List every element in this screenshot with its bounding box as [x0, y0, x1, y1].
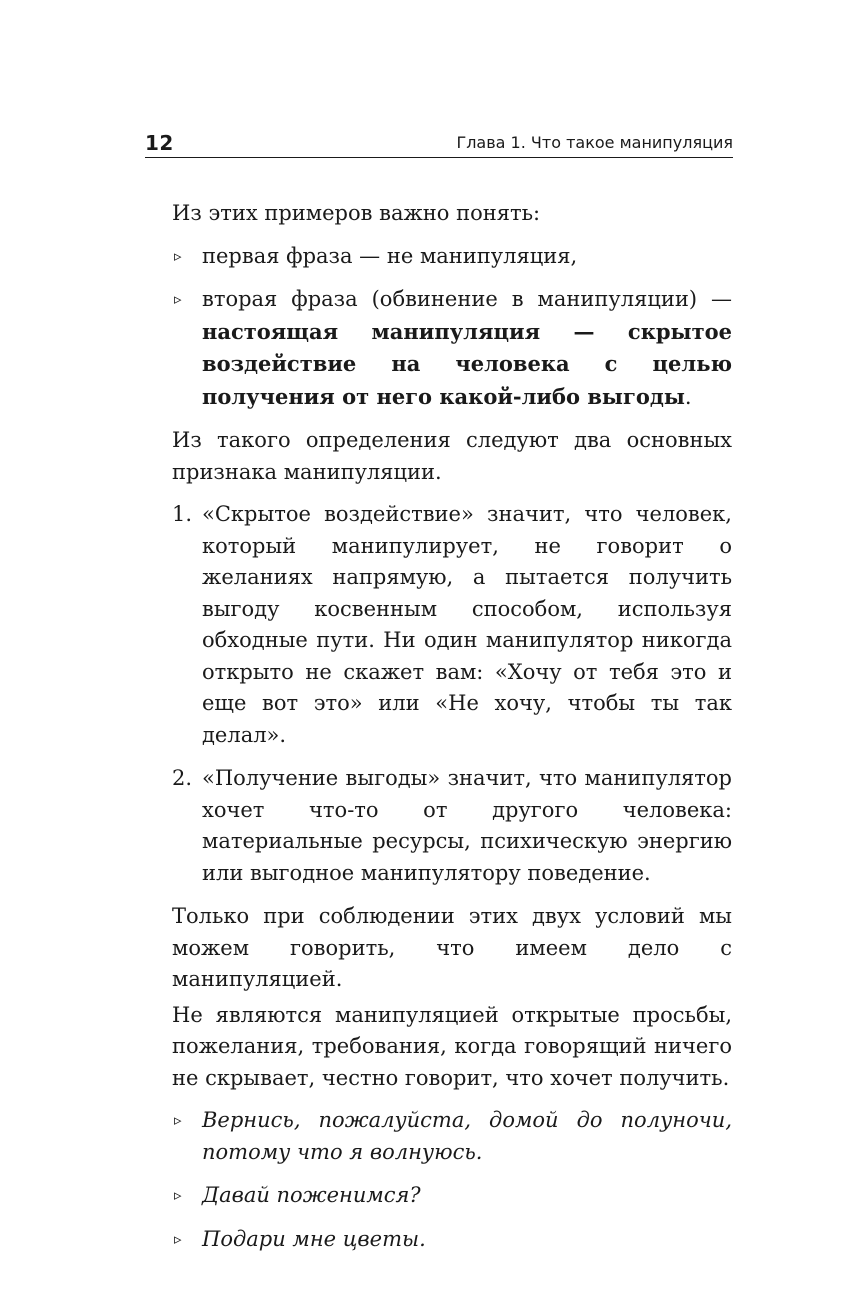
intro-paragraph: Из этих примеров важно понять: [172, 201, 541, 225]
bullet-text [202, 284, 732, 413]
example-item [174, 1105, 732, 1168]
chapter-title: Глава 1. Что такое манипуляция [456, 133, 733, 152]
example-text: Вернись, пожалуйста, домой до полуночи, потому что я волнуюсь. [202, 1108, 732, 1164]
example-text: Подари мне цветы. [202, 1226, 426, 1251]
item-number: 2. [172, 766, 193, 790]
numbered-item [172, 499, 732, 751]
triangle-bullet-icon: ▹ [174, 246, 182, 265]
bullet-text: первая фраза — не манипуляция, [202, 243, 578, 268]
conditions-paragraph: Только при соблюдении этих двух условий мы можем говорить, что имеем дело с манипуляцией. [172, 904, 732, 991]
triangle-bullet-icon: ▹ [174, 1229, 182, 1248]
numbered-item-text: «Скрытое воздействие» значит, что человек, который манипулирует, не говорит о желаниях напрямую, а пытается получить выгоду косвенным способом, используя обходные пути. Ни один манипулятор никогда открыто не скажет вам: «Хочу от тебя это и еще вот это» или «Не хочу, чтобы ты так делал». [202, 502, 732, 747]
triangle-bullet-icon: ▹ [174, 1186, 182, 1204]
bullet-item [174, 241, 732, 273]
numbered-item-text: «Получение выгоды» значит, что манипулятор хочет что-то от другого человека: материальные ресурсы, психическую энергию или выгодное манипулятору поведение. [202, 766, 732, 885]
triangle-bullet-icon: ▹ [174, 290, 182, 308]
manipulation-definition: настоящая манипуляция — скрытое воздействие на человека с целью получения от него какой-либо выгоды [202, 318, 732, 409]
item-number: 1. [172, 502, 193, 526]
definition-paragraph: Из такого определения следуют два основных признака манипуляции. [172, 428, 732, 484]
page-body [172, 198, 732, 1267]
non-manipulation-paragraph: Не являются манипуляцией открытые просьбы, пожелания, требования, когда говорящий ничего не скрывает, честно говорит, что хочет получить. [172, 1002, 732, 1090]
example-item [174, 1224, 732, 1256]
triangle-bullet-icon: ▹ [174, 1111, 182, 1129]
example-text: Давай поженимся? [202, 1183, 421, 1207]
bullet-item [174, 284, 732, 413]
page-header [145, 127, 733, 158]
example-item [174, 1180, 732, 1212]
bullet-text-plain: вторая фраза (обвинение в манипуляции) — [202, 287, 732, 311]
bullet-text-end: . [684, 384, 692, 409]
numbered-item [172, 763, 732, 889]
page-number: 12 [145, 131, 174, 155]
